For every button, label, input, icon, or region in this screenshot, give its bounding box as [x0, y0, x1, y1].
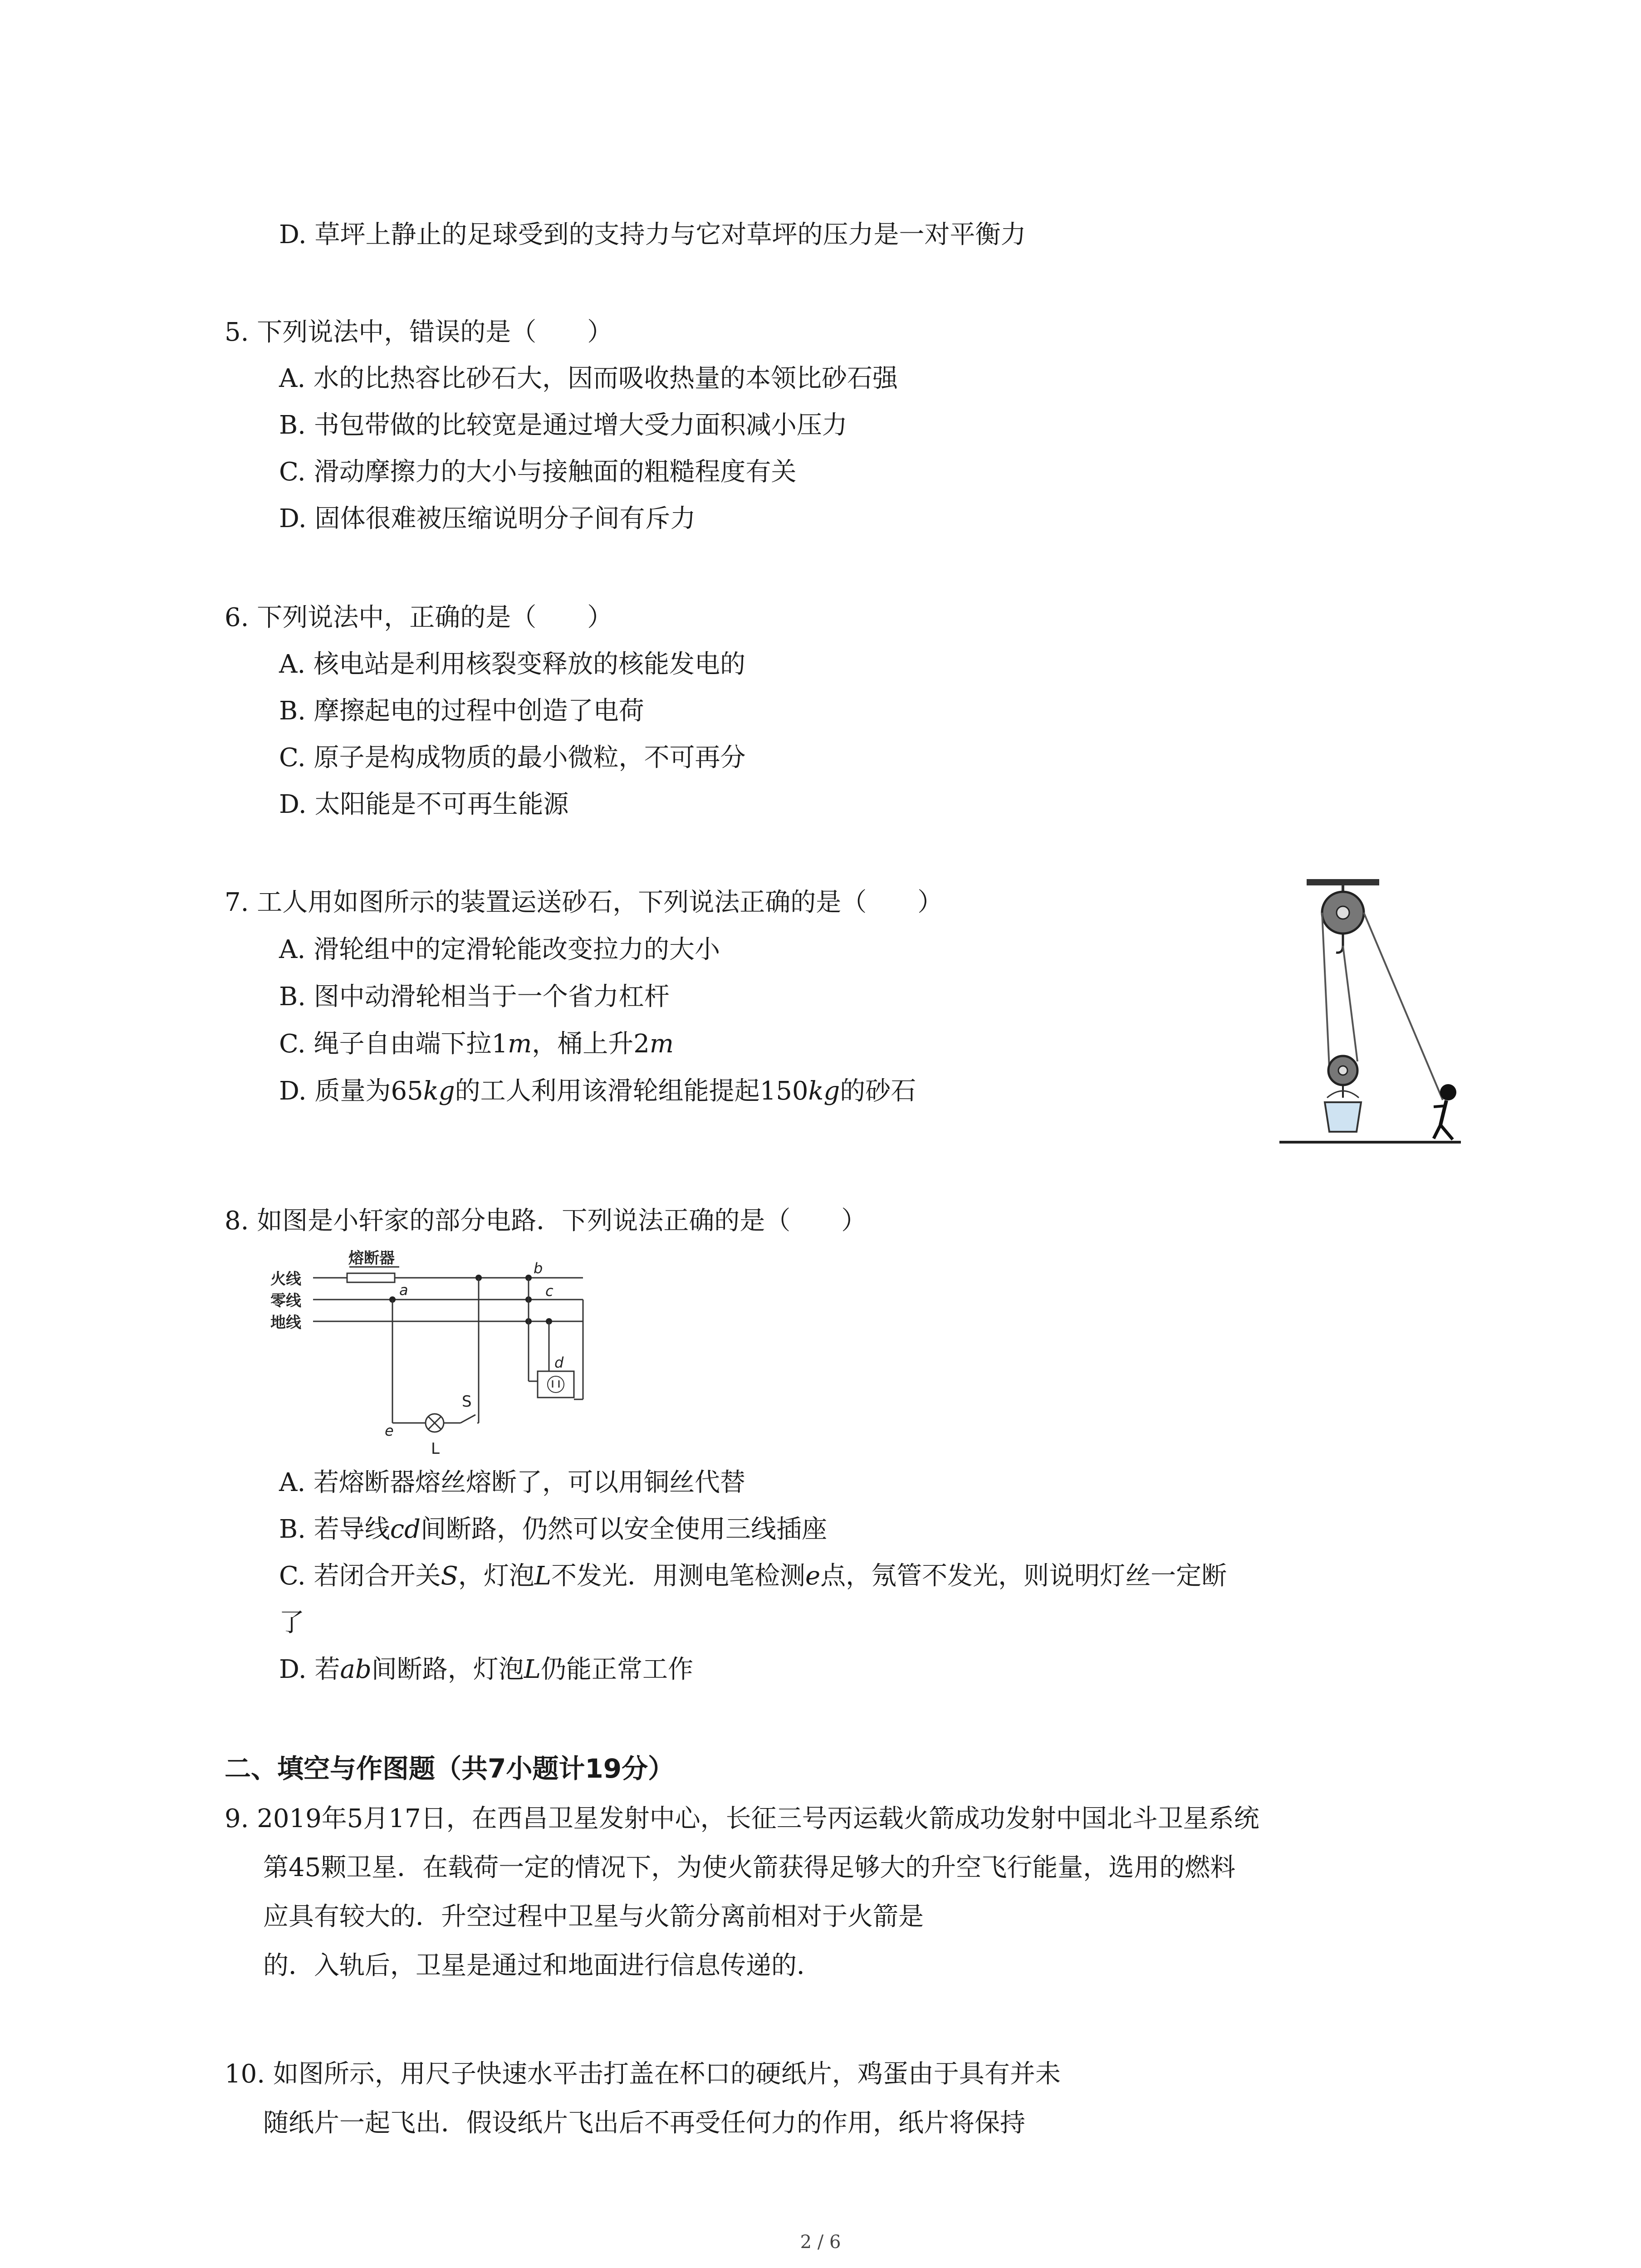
q5-stem: 5. 下列说法中，错误的是（ ） [225, 318, 613, 347]
q8-option-b: B. 若导线cd间断路，仍然可以安全使用三线插座 [279, 1515, 827, 1544]
q5-option-b: B. 书包带做的比较宽是通过增大受力面积减小压力 [279, 411, 847, 440]
q8-option-c: C. 若闭合开关S，灯泡L不发光．用测电笔检测e点，氖管不发光，则说明灯丝一定断 [279, 1561, 1227, 1591]
lamp-label: L [431, 1440, 440, 1458]
q7-stem: 7. 工人用如图所示的装置运送砂石，下列说法正确的是（ ） [225, 888, 943, 917]
q5-option-a: A. 水的比热容比砂石大，因而吸收热量的本领比砂石强 [279, 364, 898, 393]
circuit-figure [268, 1245, 603, 1463]
point-e-label: e [385, 1422, 394, 1439]
point-b-label: b [534, 1260, 543, 1277]
q7-option-b: B. 图中动滑轮相当于一个省力杠杆 [279, 982, 670, 1012]
q6-stem: 6. 下列说法中，正确的是（ ） [225, 603, 613, 632]
q9-line-1: 9. 2019年5月17日，在西昌卫星发射中心，长征三号丙运载火箭成功发射中国北斗卫星系统 [225, 1804, 1259, 1833]
live-wire-label: 火线 [270, 1270, 301, 1288]
switch-label: S [462, 1393, 472, 1411]
q5-option-d: D. 固体很难被压缩说明分子间有斥力 [279, 504, 696, 533]
q7-option-c: C. 绳子自由端下拉1m，桶上升2m [279, 1029, 674, 1059]
q10-line-1: 10. 如图所示，用尺子快速水平击打盖在杯口的硬纸片，鸡蛋由于具有并未 [225, 2059, 1061, 2089]
q8-option-d: D. 若ab间断路，灯泡L仍能正常工作 [279, 1655, 693, 1684]
point-a-label: a [399, 1281, 408, 1299]
q6-option-d: D. 太阳能是不可再生能源 [279, 790, 569, 819]
page-number: 2 / 6 [800, 2232, 841, 2253]
q9-line-2: 第45颗卫星．在载荷一定的情况下，为使火箭获得足够大的升空飞行能量，选用的燃料 [263, 1853, 1236, 1882]
q8-option-c-cont: 了 [279, 1608, 304, 1637]
q7-option-a: A. 滑轮组中的定滑轮能改变拉力的大小 [279, 935, 720, 964]
q9-line-4: 的．入轨后，卫星是通过和地面进行信息传递的． [263, 1951, 822, 1980]
neutral-wire-label: 零线 [270, 1292, 301, 1310]
q6-option-c: C. 原子是构成物质的最小微粒，不可再分 [279, 743, 746, 772]
q5-option-c: C. 滑动摩擦力的大小与接触面的粗糙程度有关 [279, 457, 797, 487]
section-2-heading: 二、填空与作图题（共7小题计19分） [225, 1753, 675, 1784]
point-d-label: d [554, 1354, 564, 1371]
ground-wire-label: 地线 [270, 1314, 301, 1332]
q6-option-b: B. 摩擦起电的过程中创造了电荷 [279, 696, 644, 726]
q8-stem: 8. 如图是小轩家的部分电路．下列说法正确的是（ ） [225, 1206, 867, 1236]
point-c-label: c [545, 1282, 554, 1300]
fuse-label: 熔断器 [348, 1249, 395, 1267]
q10-line-2: 随纸片一起飞出．假设纸片飞出后不再受任何力的作用，纸片将保持 [263, 2108, 1025, 2138]
q7-option-d: D. 质量为65kg的工人利用该滑轮组能提起150kg的砂石 [279, 1076, 916, 1106]
q4-option-d: D. 草坪上静止的足球受到的支持力与它对草坪的压力是一对平衡力 [279, 220, 1026, 249]
q8-option-a: A. 若熔断器熔丝熔断了，可以用铜丝代替 [279, 1468, 746, 1497]
pulley-figure [1279, 871, 1461, 1152]
q9-line-3: 应具有较大的．升空过程中卫星与火箭分离前相对于火箭是 [263, 1902, 924, 1931]
q6-option-a: A. 核电站是利用核裂变释放的核能发电的 [279, 650, 746, 679]
